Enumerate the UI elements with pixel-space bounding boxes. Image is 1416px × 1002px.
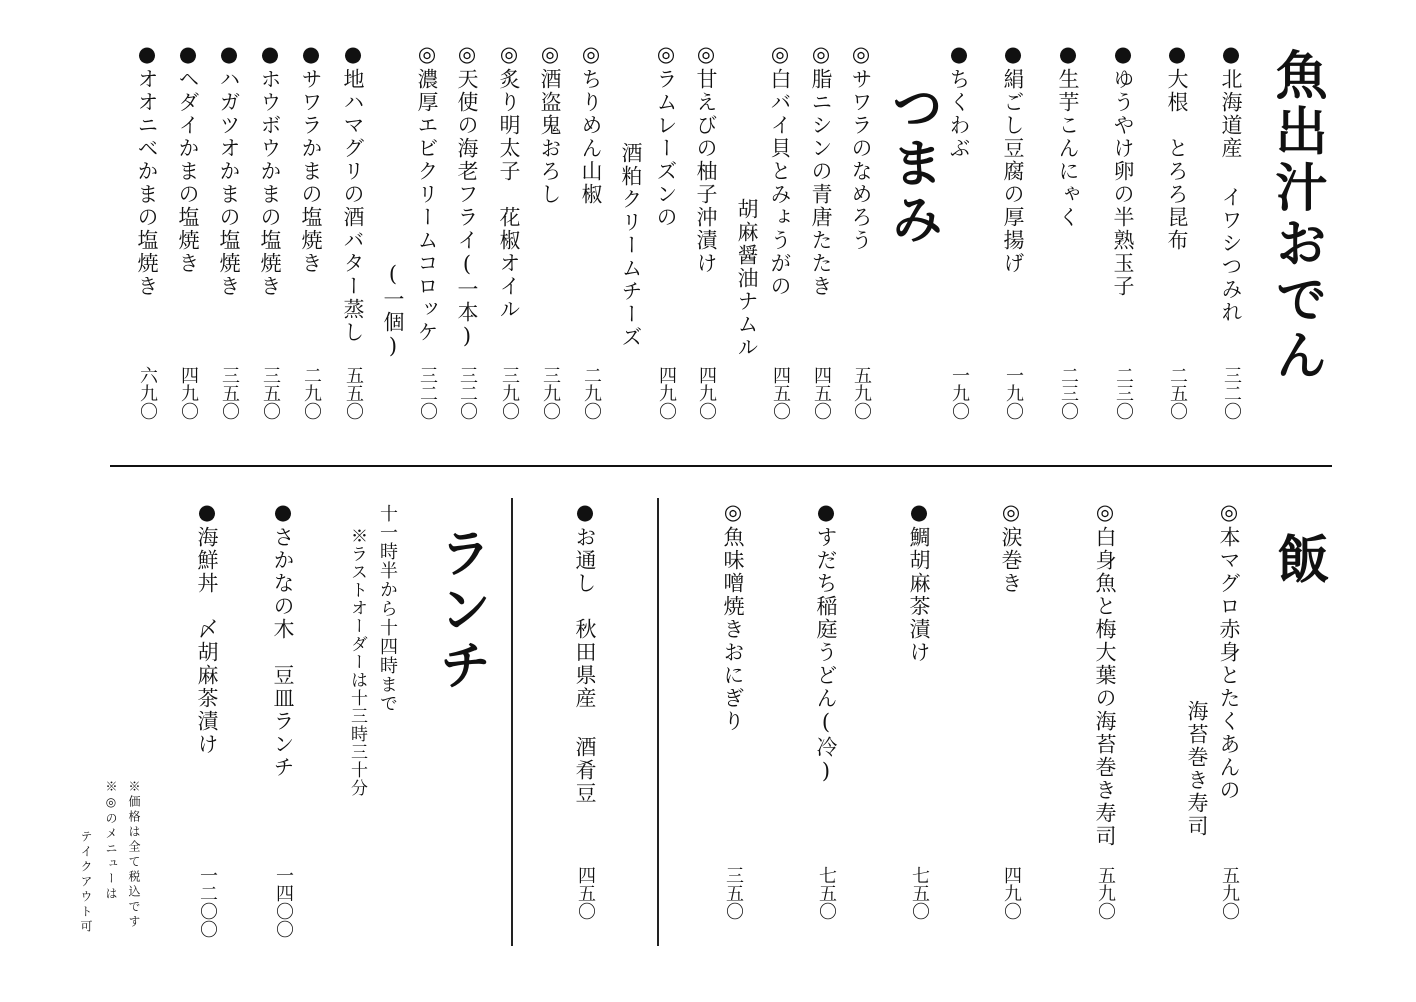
item-name: ゆうやけ卵の半熟玉子 [1111, 68, 1135, 298]
bullet-icon: ● [258, 42, 282, 68]
item-name: 甘えびの柚子沖漬け [694, 68, 718, 275]
menu-item [948, 42, 969, 160]
menu-item [655, 42, 676, 229]
item-price: 三九〇 [540, 366, 561, 420]
bullet-icon: ● [299, 42, 323, 68]
menu-item [1112, 42, 1133, 298]
bullet-icon: ● [1001, 42, 1025, 68]
menu-item [1002, 42, 1023, 275]
menu-item [1220, 42, 1241, 324]
item-price: 四五〇 [811, 366, 832, 420]
item-name: ちりめん山椒 [579, 68, 603, 206]
double-circle-icon: ◎ [415, 42, 439, 68]
item-name: サワラのなめろう [849, 68, 873, 252]
item-name: 大根 とろろ昆布 [1165, 68, 1189, 252]
item-price: 二三〇 [1058, 366, 1079, 420]
double-circle-icon: ◎ [849, 42, 873, 68]
menu-item [1057, 42, 1078, 229]
item-price: 四九〇 [1001, 866, 1022, 920]
item-name: オオニベかまの塩焼き [135, 68, 159, 298]
item-name: 白バイ貝とみょうがの [768, 68, 792, 298]
menu-item [259, 42, 280, 298]
menu-item [416, 42, 437, 344]
item-price: 三五〇 [219, 366, 240, 420]
bullet-icon: ● [1165, 42, 1189, 68]
menu-item [218, 42, 239, 298]
bullet-icon: ● [947, 42, 971, 68]
item-price: 二三〇 [1113, 366, 1134, 420]
bullet-icon: ● [1111, 42, 1135, 68]
item-name: ホウボウかまの塩焼き [258, 68, 282, 298]
section-divider [110, 465, 1332, 467]
double-circle-icon: ◎ [721, 500, 745, 526]
menu-item [1094, 500, 1115, 848]
item-price: 一二〇〇 [197, 866, 218, 938]
bullet-icon: ● [176, 42, 200, 68]
double-circle-icon: ◎ [768, 42, 792, 68]
item-price: 一九〇 [1003, 366, 1024, 420]
menu-item [456, 42, 477, 350]
tsumami-title: つまみ [882, 80, 943, 248]
bullet-icon: ● [195, 500, 219, 526]
item-name: お通し 秋田県産 酒肴豆 [573, 526, 597, 805]
item-price: 三二〇 [417, 366, 438, 420]
item-price: 三二〇 [457, 366, 478, 420]
bullet-icon: ● [573, 500, 597, 526]
item-price: 四九〇 [178, 366, 199, 420]
otoshi-item [574, 500, 595, 805]
item-price: 四九〇 [656, 366, 677, 420]
menu-item [850, 42, 871, 252]
double-circle-icon: ◎ [694, 42, 718, 68]
item-price: 三九〇 [499, 366, 520, 420]
double-circle-icon: ◎ [579, 42, 603, 68]
menu-item [769, 42, 790, 298]
item-name: 北海道産 イワシつみれ [1219, 68, 1243, 324]
item-name: 酒盗鬼おろし [538, 68, 562, 206]
item-name: 絹ごし豆腐の厚揚げ [1001, 68, 1025, 275]
item-name: 本マグロ赤身とたくあんの [1217, 526, 1241, 802]
column-divider [657, 498, 659, 946]
bullet-icon: ● [217, 42, 241, 68]
lunch-hours: 十一時半から十四時まで [377, 504, 398, 713]
item-name: 白身魚と梅大葉の海苔巻き寿司 [1093, 526, 1117, 848]
item-name: さかなの木 豆皿ランチ [271, 526, 295, 779]
item-name: 涙巻き [999, 526, 1023, 595]
item-price: 一九〇 [949, 366, 970, 420]
lunch-title: ランチ [430, 526, 491, 694]
item-price: 四九〇 [696, 366, 717, 420]
menu-item [498, 42, 519, 321]
bullet-icon: ● [135, 42, 159, 68]
item-name-continued: 酒粕クリームチーズ [619, 142, 643, 349]
menu-item [1218, 500, 1239, 802]
column-divider [511, 498, 513, 946]
item-name: 地ハマグリの酒バター蒸し [341, 68, 365, 344]
item-name: ラムレーズンの [654, 68, 678, 229]
item-name: 炙り明太子 花椒オイル [497, 68, 521, 321]
item-price: 二九〇 [581, 366, 602, 420]
menu-item [136, 42, 157, 298]
menu-item [196, 500, 217, 756]
menu-item [695, 42, 716, 275]
double-circle-icon: ◎ [1217, 500, 1241, 526]
double-circle-icon: ◎ [809, 42, 833, 68]
oden-title: 魚出汁おでん [1266, 48, 1327, 384]
item-price: 四五〇 [575, 866, 596, 920]
menu-item [580, 42, 601, 206]
menu-item [539, 42, 560, 206]
menu-item [272, 500, 293, 779]
menu-item [815, 500, 836, 785]
menu-item [1166, 42, 1187, 252]
item-name: ハガツオかまの塩焼き [217, 68, 241, 298]
double-circle-icon: ◎ [538, 42, 562, 68]
item-price: 三二〇 [1221, 366, 1242, 420]
takeout-note: ※◎のメニューは [104, 780, 118, 902]
menu-item [342, 42, 363, 344]
meshi-title: 飯 [1268, 532, 1329, 588]
double-circle-icon: ◎ [999, 500, 1023, 526]
item-name: 脂ニシンの青唐たたき [809, 68, 833, 298]
item-price: 五九〇 [851, 366, 872, 420]
lunch-last-order: ※ラストオーダーは十三時三十分 [347, 527, 367, 797]
double-circle-icon: ◎ [654, 42, 678, 68]
item-price: 五九〇 [1095, 866, 1116, 920]
item-price: 二五〇 [1167, 366, 1188, 420]
double-circle-icon: ◎ [497, 42, 521, 68]
item-price: 三五〇 [260, 366, 281, 420]
item-name: ちくわぶ [947, 68, 971, 160]
bullet-icon: ● [814, 500, 838, 526]
bullet-icon: ● [1219, 42, 1243, 68]
item-name: 天使の海老フライ(一本) [455, 68, 479, 350]
item-name-continued: 胡麻醤油ナムル [735, 198, 759, 359]
item-name: 生芋こんにゃく [1056, 68, 1080, 229]
double-circle-icon: ◎ [455, 42, 479, 68]
bullet-icon: ● [341, 42, 365, 68]
item-name: 鯛胡麻茶漬け [907, 526, 931, 664]
item-price: 七五〇 [816, 866, 837, 920]
item-name: サワラかまの塩焼き [299, 68, 323, 275]
item-price: 五五〇 [343, 366, 364, 420]
menu-item [177, 42, 198, 275]
item-price: 一四〇〇 [273, 866, 294, 938]
menu-item [300, 42, 321, 275]
item-name: すだち稲庭うどん(冷) [814, 526, 838, 785]
item-name-continued: (一個) [381, 262, 405, 360]
item-price: 四五〇 [770, 366, 791, 420]
bullet-icon: ● [1056, 42, 1080, 68]
menu-item [722, 500, 743, 733]
item-name-continued: 海苔巻き寿司 [1185, 700, 1209, 838]
item-name: 濃厚エビクリームコロッケ [415, 68, 439, 344]
bullet-icon: ● [271, 500, 295, 526]
double-circle-icon: ◎ [1093, 500, 1117, 526]
item-price: 七五〇 [909, 866, 930, 920]
tax-note: ※価格は全て税込です [127, 780, 141, 930]
item-name: ヘダイかまの塩焼き [176, 68, 200, 275]
menu-item [1000, 500, 1021, 595]
bullet-icon: ● [907, 500, 931, 526]
item-price: 二九〇 [301, 366, 322, 420]
takeout-note-continued: テイクアウト可 [79, 830, 93, 935]
item-price: 五九〇 [1219, 866, 1240, 920]
menu-item [810, 42, 831, 298]
menu-item [908, 500, 929, 664]
item-name: 海鮮丼 〆胡麻茶漬け [195, 526, 219, 756]
item-price: 六九〇 [137, 366, 158, 420]
item-price: 三五〇 [723, 866, 744, 920]
item-name: 魚味噌焼きおにぎり [721, 526, 745, 733]
